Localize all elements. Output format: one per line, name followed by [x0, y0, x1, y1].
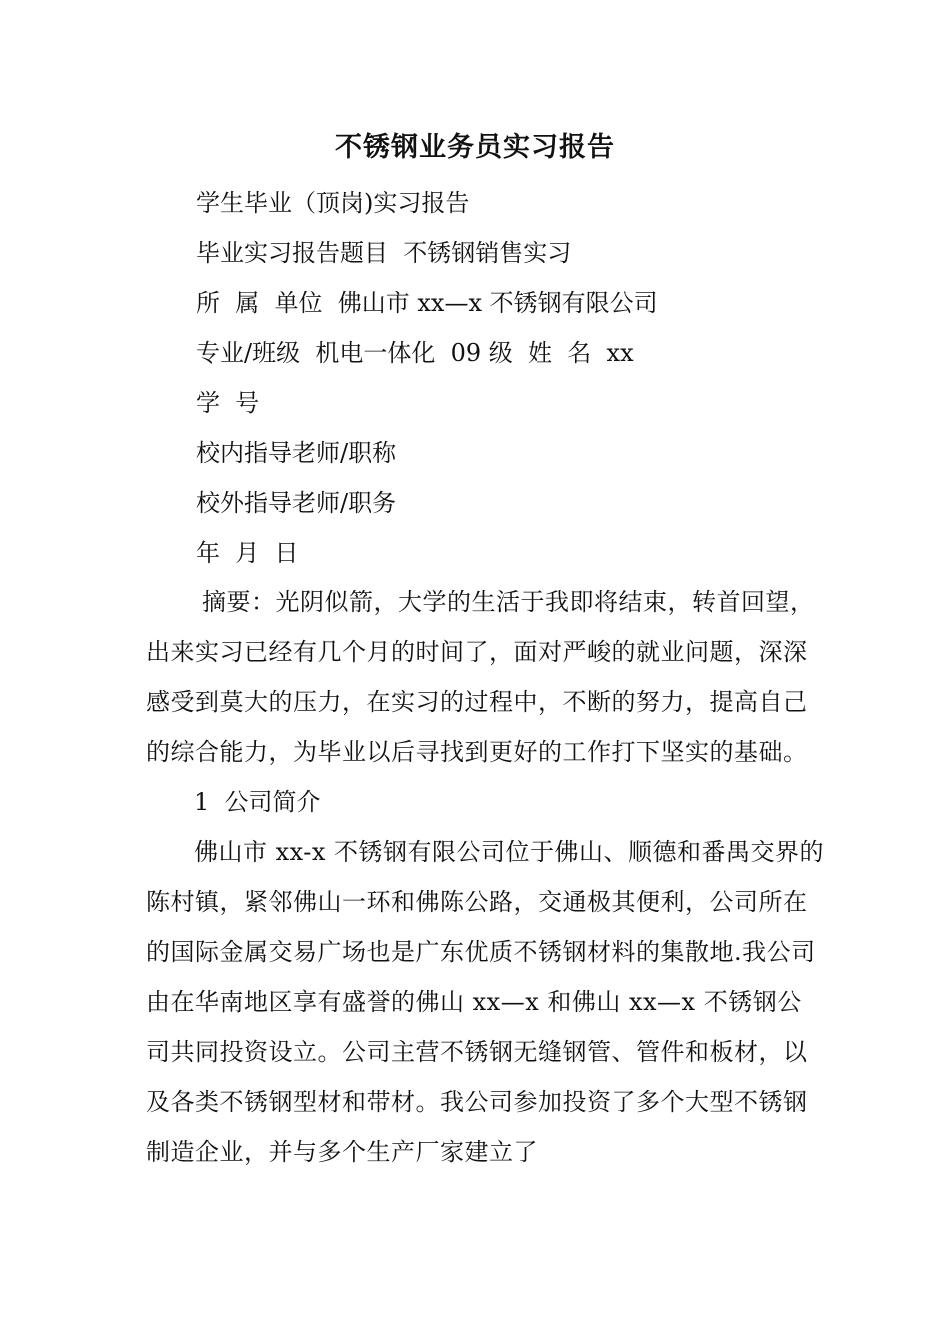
section-heading: 1 公司简介: [194, 788, 321, 816]
company-intro-paragraph: 佛山市 xx-x 不锈钢有限公司位于佛山、顺德和番禺交界的陈村镇，紧邻佛山一环和佛陈公路，交通极其便利，公司所在的国际金属交易广场也是广东优质不锈钢材料的集散地.我公司由在华南地区享有盛誉的佛山 xx—x 和佛山 xx—x 不锈钢公司共同投资设立。公司主营不锈钢无缝钢管、管件和板材，以及各类不锈钢型材和带材。我公司参加投资了多个大型不锈钢制造企业，并与多个生产厂家建立了: [146, 838, 825, 1166]
affiliation-line: 所 属 单位 佛山市 xx—x 不锈钢有限公司: [196, 289, 658, 317]
major-class-name-line: 专业/班级 机电一体化 09 级 姓 名 xx: [196, 339, 634, 367]
document-title: 不锈钢业务员实习报告: [335, 132, 615, 163]
internal-advisor-line: 校内指导老师/职称: [196, 439, 397, 467]
abstract-paragraph: 摘要：光阴似箭，大学的生活于我即将结束，转首回望，出来实习已经有几个月的时间了，面对严峻的就业问题，深深感受到莫大的压力，在实习的过程中，不断的努力，提高自己的综合能力，为毕业以后寻找到更好的工作打下坚实的基础。: [146, 588, 815, 766]
report-info-list: [196, 178, 658, 578]
report-type-line: 学生毕业（顶岗)实习报告: [196, 189, 470, 217]
report-topic-line: 毕业实习报告题目 不锈钢销售实习: [196, 239, 572, 267]
external-advisor-line: 校外指导老师/职务: [196, 489, 397, 517]
student-id-line: 学 号: [196, 389, 260, 417]
date-line: 年 月 日: [196, 539, 299, 567]
report-body: [146, 577, 826, 1177]
